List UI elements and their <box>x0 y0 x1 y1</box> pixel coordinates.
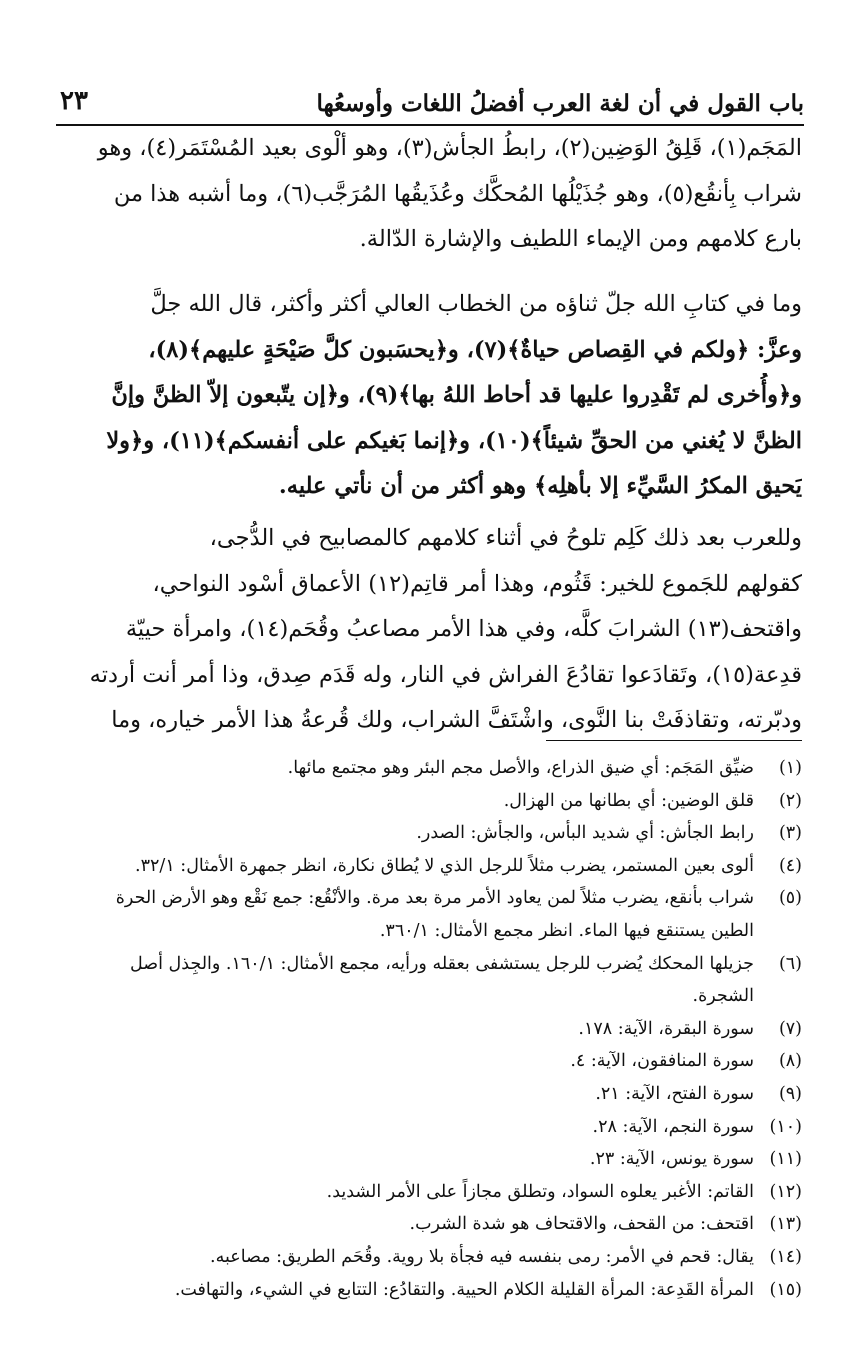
chapter-title: باب القول في أن لغة العرب أفضلُ اللغات وأوسعُها <box>316 90 804 117</box>
page-number: ٢٣ <box>60 86 88 116</box>
paragraph-line: الظنَّ لا يُغني من الحقِّ شيئاً﴾(١٠)، و﴿إنما بَغيكم على أنفسكم﴾(١١)، و﴿ولا <box>106 427 802 454</box>
footnote-number: (١٥) <box>769 1279 802 1300</box>
footnote-number: (٢) <box>778 790 802 811</box>
footnote-number: (١٢) <box>769 1181 802 1202</box>
paragraph-line: وعزَّ: ﴿ولكم في القِصاص حياةٌ﴾(٧)، و﴿يحسَبون كلَّ صَيْحَةٍ عليهم﴾(٨)، <box>148 336 802 363</box>
footnote-text: القاتم: الأغبر يعلوه السواد، وتطلق مجازاً على الأمر الشديد. <box>326 1181 754 1202</box>
footnote-number: (٦) <box>778 953 802 974</box>
footnote <box>56 850 802 883</box>
footnote <box>56 1045 802 1078</box>
footnote-text: رابط الجأش: أي شديد البأس، والجأش: الصدر. <box>416 823 754 844</box>
footnote-text: الشجرة. <box>692 986 754 1007</box>
footnote-number: (٣) <box>778 823 802 844</box>
footnote-text: جزيلها المحكك يُضرب للرجل يستشفى بعقله ورأيه، مجمع الأمثال: ١٦٠/١. والجِذل أصل <box>129 953 754 974</box>
footnote <box>56 1241 802 1274</box>
paragraph-line: قدِعة(١٥)، وتَقادَعوا تقادُعَ الفراش في النار، وله قَدَم صِدق، وذا أمر أنت أردته <box>89 661 802 688</box>
footnote <box>56 817 802 850</box>
footnote <box>56 1274 802 1307</box>
paragraph-line: وما في كتابِ الله جلّ ثناؤه من الخطاب العالي أكثر وأكثر، قال الله جلَّ <box>150 291 802 317</box>
footnote-number: (٧) <box>778 1018 802 1039</box>
paragraph-line: المَجَم(١)، قَلِقُ الوَضِين(٢)، رابطُ الجأش(٣)، وهو ألْوى بعيد المُسْتَمَر(٤)، وهو <box>97 135 802 161</box>
footnote <box>56 1176 802 1209</box>
footnote-text: ضيِّق المَجَم: أي ضيق الذراع، والأصل مجم البئر وهو مجتمع مائها. <box>287 758 754 778</box>
paragraph-line: واقتحف(١٣) الشرابَ كلَّه، وفي هذا الأمر مصاعبُ وقُحَم(١٤)، وامرأة حييّة <box>125 616 802 642</box>
paragraph-line: كقولهم للجَموع للخير: قَثُوم، وهذا أمر قاتِم(١٢) الأعماق أسْود النواحي، <box>152 570 802 597</box>
footnote <box>56 882 802 915</box>
footnote-text: اقتحف: من القحف، والاقتحاف هو شدة الشرب. <box>409 1214 754 1235</box>
footnote-separator <box>546 740 802 741</box>
footnote-number: (١١) <box>769 1149 802 1170</box>
footnote-text: سورة يونس، الآية: ٢٣. <box>589 1149 754 1170</box>
footnote-number: (١٣) <box>769 1214 802 1235</box>
footnote-text: ألوى بعين المستمر، يضرب مثلاً للرجل الذي لا يُطاق نكارة، انظر جمهرة الأمثال: ٣٢/١. <box>135 855 754 876</box>
footnote <box>56 785 802 818</box>
paragraph-3 <box>58 516 802 744</box>
paragraph-1 <box>58 126 802 263</box>
footnote-text: سورة البقرة، الآية: ١٧٨. <box>578 1018 754 1039</box>
paragraph-line: شراب بِأنقُع(٥)، وهو جُذَيْلُها المُحكَّك وعُذَيقُها المُرَجَّب(٦)، وما أشبه هذا من <box>113 180 802 207</box>
footnote-text: سورة المنافقون، الآية: ٤. <box>570 1051 754 1072</box>
paragraph-line: يَحيق المكرُ السَّيِّء إلا بأهلِه﴾ وهو أكثر من أن نأتي عليه. <box>278 473 802 499</box>
page-header <box>56 84 804 124</box>
footnote <box>56 1143 802 1176</box>
footnote-text: شراب بأنقع، يضرب مثلاً لمن يعاود الأمر مرة بعد مرة. والأنْقُع: جمع نَقْع وهو الأرض الحرة <box>115 888 754 909</box>
footnote <box>56 1013 802 1046</box>
footnote-text: سورة الفتح، الآية: ٢١. <box>595 1083 754 1104</box>
footnote-text: المرأة القَدِعة: المرأة القليلة الكلام الحيية. والتقادُع: التتابع في الشيء، والتهافت. <box>174 1279 754 1300</box>
footnote-number: (١٤) <box>769 1246 802 1267</box>
paragraph-line: بارع كلامهم ومن الإيماء اللطيف والإشارة الدّالة. <box>359 226 802 252</box>
footnote-number: (٤) <box>778 855 802 876</box>
footnotes <box>56 752 802 1306</box>
footnote-text: الطين يستنقع فيها الماء. انظر مجمع الأمثال: ٣٦٠/١. <box>379 920 754 941</box>
paragraph-line: و﴿وأُخرى لم تَقْدِروا عليها قد أحاط اللهُ بها﴾(٩)، و﴿إن يتّبعون إلاّ الظنَّ وإنَّ <box>111 382 802 408</box>
footnote <box>56 1111 802 1144</box>
paragraph-line: ودبّرته، وتقاذفَتْ بنا النَّوى، واشْتَفَّ الشراب، ولك قُرعةُ هذا الأمر خياره، وما <box>111 707 802 733</box>
footnote-number: (١٠) <box>769 1116 802 1137</box>
footnote <box>56 1078 802 1111</box>
footnote <box>56 948 802 981</box>
footnote-number: (٩) <box>778 1083 802 1104</box>
footnote-text: يقال: قحم في الأمر: رمى بنفسه فيه فجأة بلا روية. وقُحَم الطريق: مصاعبه. <box>210 1246 754 1267</box>
footnote-number: (٥) <box>778 888 802 909</box>
paragraph-line: وللعرب بعد ذلك كَلِم تلوحُ في أثناء كلامهم كالمصابيح في الدُّجى، <box>209 525 802 551</box>
footnote-number: (٨) <box>778 1051 802 1072</box>
footnote <box>56 1208 802 1241</box>
footnote-number: (١) <box>778 758 802 778</box>
footnote-continuation <box>56 915 802 948</box>
paragraph-2 <box>58 282 802 510</box>
footnote <box>56 752 802 785</box>
footnote-continuation <box>56 980 802 1013</box>
footnote-text: سورة النجم، الآية: ٢٨. <box>592 1116 754 1137</box>
footnote-text: قلق الوضين: أي بطانها من الهزال. <box>503 790 754 811</box>
